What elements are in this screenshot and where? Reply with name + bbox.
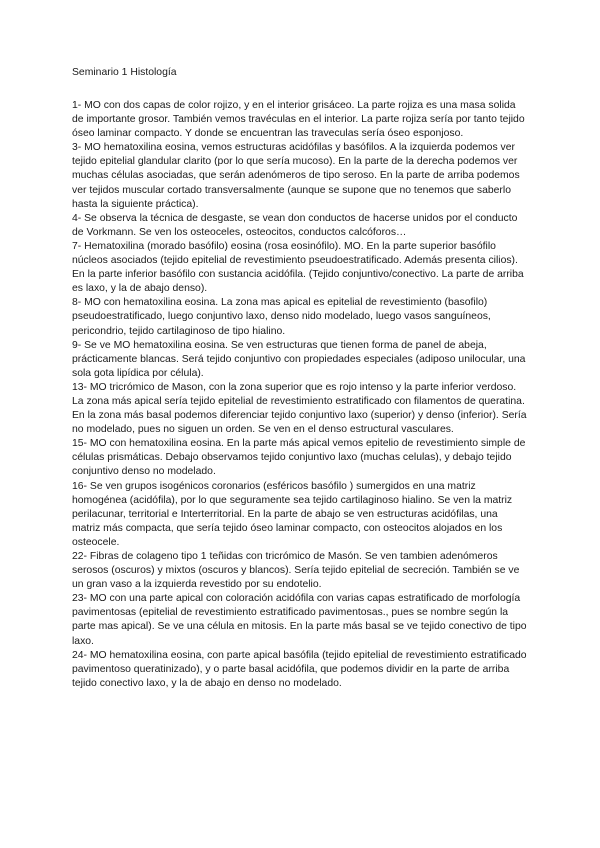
entry-8: 8- MO con hematoxilina eosina. La zona mas apical es epitelial de revestimiento (basofilo) pseudoestratificado, luego conjuntivo laxo, denso nido modelado, luego vasos sanguíneos, pericondrio, tejido cartilaginoso de tipo hialino. bbox=[72, 297, 491, 337]
entry-22: 22- Fibras de colageno tipo 1 teñidas con tricrómico de Masón. Se ven tambien adenómeros serosos (oscuros) y mixtos (oscuros y blancos). Sería tejido epitelial de secreción. También se ve un gran vaso a la izquierda revestido por su endotelio. bbox=[72, 551, 520, 591]
entry-24: 24- MO hematoxilina eosina, con parte apical basófila (tejido epitelial de revestimiento estratificado pavimentoso queratinizado), y o parte basal acidófila, que podemos dividir en la parte de arriba tejido conectivo laxo, y la de abajo en denso no modelado. bbox=[72, 649, 527, 689]
document-page bbox=[72, 66, 528, 691]
entry-9: 9- Se ve MO hematoxilina eosina. Se ven estructuras que tienen forma de panel de abeja, prácticamente blancas. Será tejido conjuntivo con propiedades especiales (adiposo unilocular, una sola gota lipídica por célula). bbox=[72, 339, 526, 379]
entry-13: 13- MO tricrómico de Mason, con la zona superior que es rojo intenso y la parte inferior verdoso. La zona más apical sería tejido epitelial de revestimiento estratificado con filamentos de queratina. En la zona más basal podemos diferenciar tejido conjuntivo laxo (superior) y denso (inferior). Sería no modelado, pues no siguen un orden. Se ven en el denso estructural vasculares. bbox=[72, 381, 527, 436]
entry-15: 15- MO con hematoxilina eosina. En la parte más apical vemos epitelio de revestimiento simple de células prismáticas. Debajo observamos tejido conjuntivo laxo (muchas celulas), y debajo tejido conjuntivo denso no modelado. bbox=[72, 438, 526, 478]
entry-23: 23- MO con una parte apical con coloración acidófila con varias capas estratificado de morfología pavimentosas (epitelial de revestimiento estratificado pavimentosas., pues se nombre según la parte mas apical). Se ve una célula en mitosis. En la parte más basal se ve tejido conectivo de tipo laxo. bbox=[72, 593, 527, 647]
entry-list bbox=[72, 99, 528, 691]
entry-7: 7- Hematoxilina (morado basófilo) eosina (rosa eosinófilo). MO. En la parte superior basófilo núcleos asociados (tejido epitelial de revestimiento pseudoestratificado. Además presenta cilios). En la parte inferior basófilo con sustancia acidófila. (Tejido conjuntivo/conectivo. La parte de arriba es laxo, y la de abajo denso). bbox=[72, 240, 524, 295]
entry-3: 3- MO hematoxilina eosina, vemos estructuras acidófilas y basófilos. A la izquierda podemos ver tejido epitelial glandular clarito (por lo que sería mucoso). En la parte de la derecha podemos ver muchas células asociadas, que serán adenómeros de tipo seroso. En la parte de arriba podemos ver tejidos muscular cortado transversalmente (aunque se supone que no tenemos que saberlo hasta la siguiente práctica). bbox=[72, 142, 520, 210]
entry-1: 1- MO con dos capas de color rojizo, y en el interior grisáceo. La parte rojiza es una masa solida de importante grosor. También vemos travéculas en el interior. La parte rojiza sería por tanto tejido óseo laminar compacto. Y donde se encuentran las traveculas sería óseo esponjoso. bbox=[72, 100, 525, 140]
entry-16: 16- Se ven grupos isogénicos coronarios (esféricos basófilo ) sumergidos en una matriz homogénea (acidófila), por lo que seguramente sea tejido cartilaginoso hialino. Se ven la matriz perilacunar, territorial e Interterritorial. En la parte de abajo se ven estructuras acidófilas, una matriz más compacta, que sería tejido óseo laminar compacto, con osteocitos alojados en los osteocele. bbox=[72, 480, 513, 548]
entry-4: 4- Se observa la técnica de desgaste, se vean don conductos de hacerse unidos por el conducto de Vorkmann. Se ven los osteoceles, osteocitos, conductos calcóforos… bbox=[72, 212, 518, 238]
document-title: Seminario 1 Histología bbox=[72, 67, 177, 78]
